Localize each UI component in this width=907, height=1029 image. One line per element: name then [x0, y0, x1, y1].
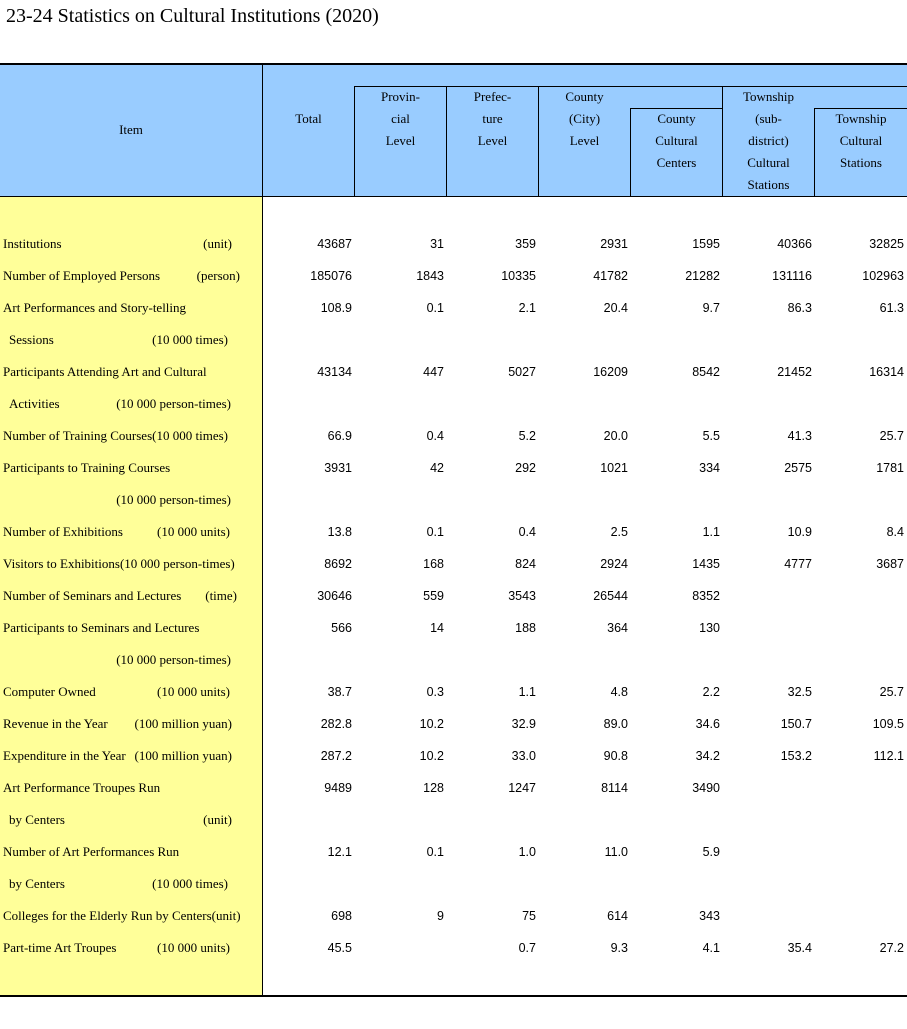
row-unit: (unit)	[203, 236, 232, 251]
table-cell: 0.4	[518, 525, 536, 539]
table-cell: 0.3	[426, 685, 444, 699]
row-label: Computer Owned	[3, 684, 96, 699]
table-cell: 66.9	[327, 429, 352, 443]
row-label: by Centers	[9, 876, 65, 891]
row-unit: (10 000 person-times)	[116, 652, 231, 667]
row-label: Participants to Training Courses	[3, 460, 171, 475]
table-cell: 364	[607, 621, 628, 635]
header-township-level-line1: (sub-	[755, 111, 782, 126]
table-cell: 2.2	[702, 685, 720, 699]
table-cell: 447	[423, 365, 444, 379]
table-cell: 26544	[593, 589, 628, 603]
header-provincial-line1: Provin-	[381, 89, 420, 104]
table-cell: 10335	[501, 269, 536, 283]
row-label: Activities	[9, 396, 60, 411]
row-label: by Centers	[9, 812, 65, 827]
table-cell: 61.3	[879, 301, 904, 315]
row-label: Number of Training Courses	[3, 428, 153, 443]
row-unit: (10 000 units)	[157, 940, 230, 955]
table-cell: 0.1	[426, 301, 444, 315]
table-cell: 20.0	[603, 429, 628, 443]
table-cell: 108.9	[320, 301, 352, 315]
table-cell: 8542	[692, 365, 720, 379]
table-cell: 5.9	[702, 845, 720, 859]
table-cell: 90.8	[603, 749, 628, 763]
row-label: Visitors to Exhibitions(10 000 person-times)	[3, 556, 235, 571]
table-cell: 0.1	[426, 525, 444, 539]
table-cell: 343	[699, 909, 720, 923]
table-cell: 42	[430, 461, 444, 475]
table-cell: 25.7	[879, 685, 904, 699]
table-cell: 9	[437, 909, 444, 923]
table-cell: 38.7	[327, 685, 352, 699]
item-column-divider	[262, 64, 263, 996]
table-cell: 614	[607, 909, 628, 923]
table-cell: 5027	[508, 365, 536, 379]
row-label: Colleges for the Elderly Run by Centers(unit)	[3, 908, 241, 923]
table-cell: 21452	[777, 365, 812, 379]
header-township-level-line2: district)	[748, 133, 789, 148]
row-unit: (unit)	[203, 812, 232, 827]
header-county-group: County	[565, 89, 604, 104]
table-cell: 10.2	[419, 717, 444, 731]
table-cell: 8352	[692, 589, 720, 603]
row-unit: (10 000 times)	[152, 876, 228, 891]
row-label: Institutions	[3, 236, 62, 251]
table-cell: 34.2	[695, 749, 720, 763]
table-cell: 32.9	[511, 717, 536, 731]
table-cell: 168	[423, 557, 444, 571]
row-label: Revenue in the Year	[3, 716, 108, 731]
row-label: Art Performance Troupes Run	[3, 780, 161, 795]
row-unit: (100 million yuan)	[134, 748, 232, 763]
table-cell: 8692	[324, 557, 352, 571]
row-unit: (10 000 person-times)	[116, 492, 231, 507]
table-cell: 1595	[692, 237, 720, 251]
row-label: Art Performances and Story-telling	[3, 300, 187, 315]
table-cell: 89.0	[603, 717, 628, 731]
table-cell: 698	[331, 909, 352, 923]
row-label: Participants Attending Art and Cultural	[3, 364, 207, 379]
table-cell: 41.3	[787, 429, 812, 443]
row-unit: (10 000 times)	[152, 428, 228, 443]
header-provincial-line2: cial	[391, 111, 410, 126]
page-title: 23-24 Statistics on Cultural Institutions (2020)	[6, 5, 379, 27]
table-cell: 566	[331, 621, 352, 635]
table-cell: 359	[515, 237, 536, 251]
header-provincial-line3: Level	[385, 133, 416, 148]
table-cell: 4777	[784, 557, 812, 571]
table-cell: 35.4	[787, 941, 812, 955]
table-cell: 130	[699, 621, 720, 635]
table-cell: 21282	[685, 269, 720, 283]
table-cell: 10.9	[787, 525, 812, 539]
table-cell: 824	[515, 557, 536, 571]
table-cell: 2.5	[610, 525, 628, 539]
table-cell: 25.7	[879, 429, 904, 443]
table-cell: 34.6	[695, 717, 720, 731]
table-cell: 0.7	[518, 941, 536, 955]
row-unit: (10 000 units)	[157, 684, 230, 699]
table-cell: 45.5	[327, 941, 352, 955]
table-cell: 1843	[416, 269, 444, 283]
table-cell: 12.1	[327, 845, 352, 859]
table-cell: 3490	[692, 781, 720, 795]
table-cell: 30646	[317, 589, 352, 603]
table-cell: 13.8	[327, 525, 352, 539]
table-bottom-border	[0, 995, 907, 997]
table-cell: 1.0	[518, 845, 536, 859]
table-cell: 4.8	[610, 685, 628, 699]
table-cell: 41782	[593, 269, 628, 283]
table-cell: 86.3	[787, 301, 812, 315]
row-unit: (10 000 times)	[152, 332, 228, 347]
table-cell: 1021	[600, 461, 628, 475]
table-cell: 0.1	[426, 845, 444, 859]
table-cell: 128	[423, 781, 444, 795]
table-cell: 8114	[601, 781, 628, 795]
header-township-group: Township	[742, 89, 795, 104]
row-label: Number of Exhibitions	[3, 524, 123, 539]
table-cell: 1.1	[518, 685, 536, 699]
table-cell: 5.2	[518, 429, 536, 443]
table-cell: 0.4	[426, 429, 444, 443]
table-top-border	[0, 63, 907, 65]
table-cell: 2.1	[518, 301, 536, 315]
header-county-centers-line3: Centers	[656, 155, 697, 170]
row-unit: (100 million yuan)	[134, 716, 232, 731]
header-township-stations-line1: Township	[835, 111, 887, 126]
table-cell: 109.5	[872, 717, 904, 731]
table-cell: 131116	[772, 269, 812, 283]
header-item: Item	[119, 122, 143, 137]
row-unit: (person)	[196, 268, 240, 283]
row-unit: (10 000 person-times)	[116, 396, 231, 411]
table-cell: 10.2	[419, 749, 444, 763]
table-cell: 43134	[317, 365, 352, 379]
table-cell: 559	[423, 589, 444, 603]
header-total: Total	[295, 111, 322, 126]
table-cell: 14	[430, 621, 444, 635]
table-cell: 292	[515, 461, 536, 475]
table-cell: 112.1	[873, 749, 904, 763]
table-cell: 32825	[869, 237, 904, 251]
table-cell: 287.2	[320, 749, 352, 763]
header-township-level-line4: Stations	[747, 177, 790, 192]
table-cell: 1.1	[702, 525, 720, 539]
table-cell: 43687	[317, 237, 352, 251]
table-cell: 282.8	[320, 717, 352, 731]
header-prefecture-line1: Prefec-	[473, 89, 512, 104]
table-cell: 4.1	[702, 941, 720, 955]
header-township-level-line3: Cultural	[747, 155, 790, 170]
header-prefecture-line2: ture	[482, 111, 503, 126]
table-cell: 1247	[508, 781, 536, 795]
row-label: Part-time Art Troupes	[3, 940, 117, 955]
table-cell: 33.0	[511, 749, 536, 763]
table-cell: 3543	[508, 589, 536, 603]
row-label: Number of Art Performances Run	[3, 844, 180, 859]
table-cell: 27.2	[879, 941, 904, 955]
table-cell: 153.2	[780, 749, 812, 763]
table-cell: 1435	[692, 557, 720, 571]
table-cell: 75	[522, 909, 536, 923]
table-cell: 40366	[777, 237, 812, 251]
table-cell: 1781	[876, 461, 904, 475]
header-county-centers-line2: Cultural	[655, 133, 698, 148]
row-label: Number of Employed Persons	[3, 268, 161, 283]
header-bottom-border	[0, 196, 907, 197]
header-county-level-line1: (City)	[568, 111, 601, 126]
table-cell: 2924	[600, 557, 628, 571]
table-cell: 150.7	[780, 717, 812, 731]
header-county-level-line2: Level	[569, 133, 600, 148]
table-cell: 9.7	[702, 301, 720, 315]
header-prefecture-line3: Level	[477, 133, 508, 148]
row-label: Participants to Seminars and Lectures	[3, 620, 200, 635]
table-cell: 334	[699, 461, 720, 475]
table-cell: 185076	[310, 269, 352, 283]
table-cell: 9489	[324, 781, 352, 795]
row-unit: (10 000 units)	[157, 524, 230, 539]
table-cell: 16209	[593, 365, 628, 379]
row-label: Sessions	[9, 332, 54, 347]
table-cell: 31	[430, 237, 444, 251]
header-township-stations-line3: Stations	[840, 155, 882, 170]
table-cell: 2575	[784, 461, 812, 475]
row-unit: (time)	[205, 588, 237, 603]
table-cell: 16314	[869, 365, 904, 379]
header-township-stations-line2: Cultural	[839, 133, 883, 148]
table-cell: 11.0	[604, 845, 628, 859]
header-county-centers-line1: County	[657, 111, 696, 126]
table-cell: 3687	[876, 557, 904, 571]
table-cell: 9.3	[610, 941, 628, 955]
table-cell: 2931	[600, 237, 628, 251]
row-label: Expenditure in the Year	[3, 748, 126, 763]
row-label: Number of Seminars and Lectures	[3, 588, 182, 603]
table-cell: 188	[515, 621, 536, 635]
table-cell: 102963	[862, 269, 904, 283]
table-cell: 32.5	[787, 685, 812, 699]
table-cell: 8.4	[886, 525, 904, 539]
table-cell: 3931	[324, 461, 352, 475]
table-cell: 20.4	[603, 301, 628, 315]
table-cell: 5.5	[702, 429, 720, 443]
